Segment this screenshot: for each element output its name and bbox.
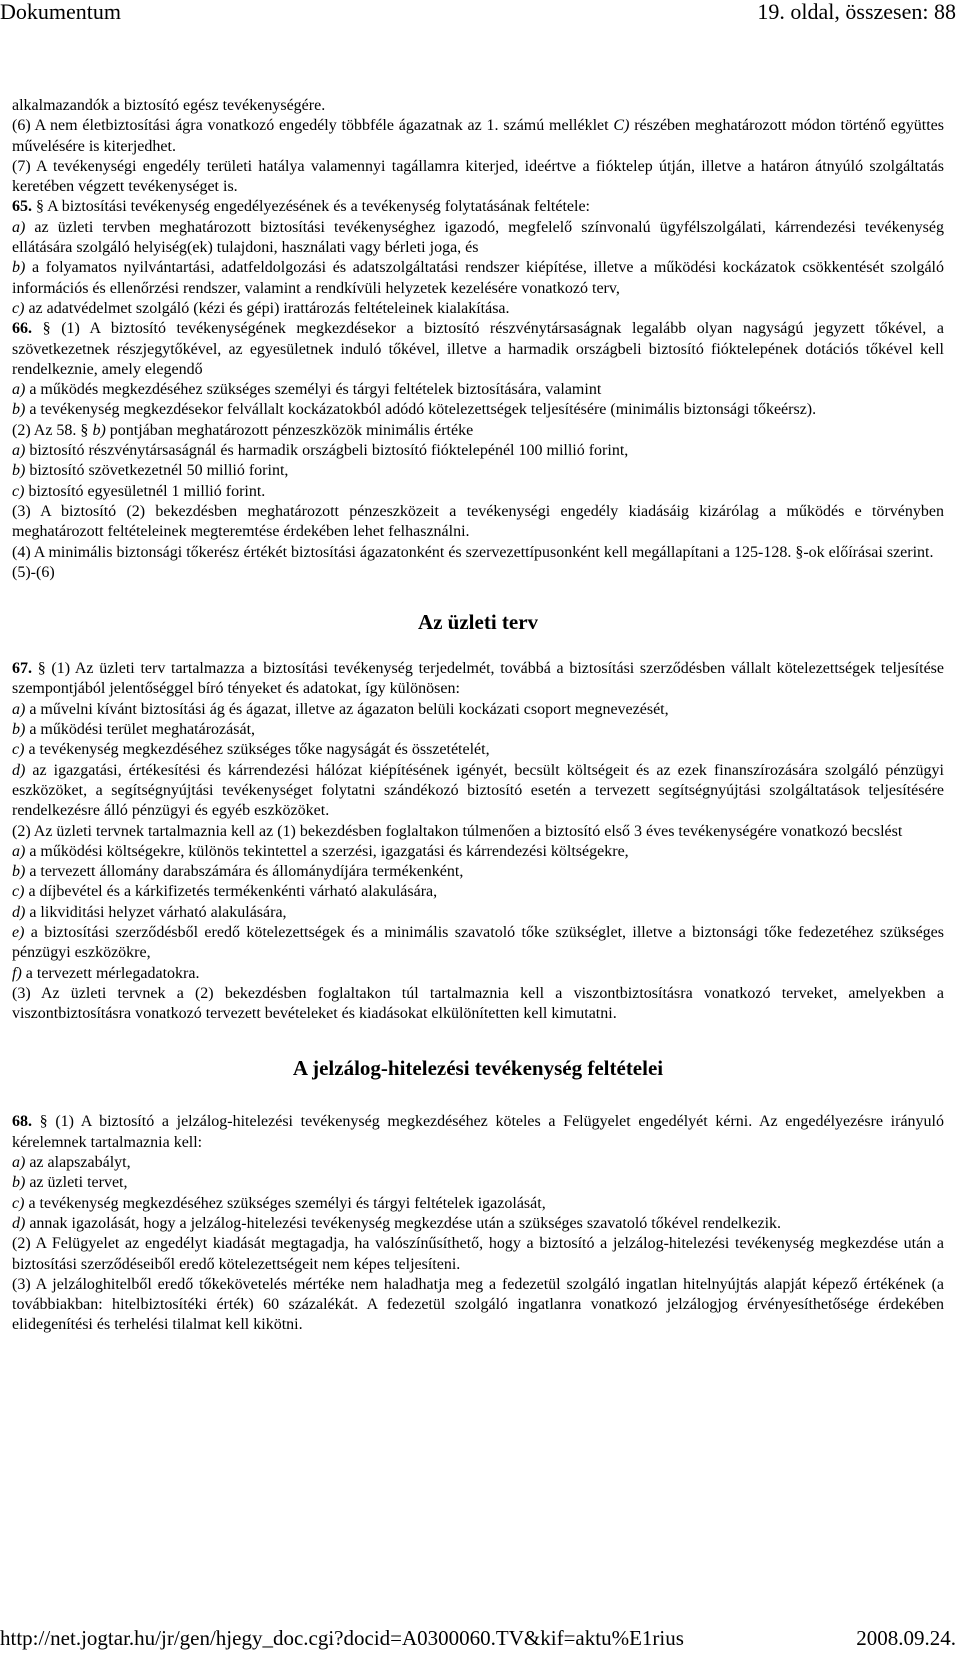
paragraph: (7) A tevékenységi engedély területi hatálya valamennyi tagállamra kiterjed, ideértve a fióktelep útján, illetve a határon átnyúló szolgáltatás keretében végzett tevékenységet is.	[12, 157, 944, 196]
section-65: 65. § A biztosítási tevékenység engedélyezésének és a tevékenység folytatásának feltétele:	[12, 198, 590, 216]
list-item: d) az igazgatási, értékesítési és kárrendezési hálózat kiépítésének igényét, becsült költségeit és az ezek finanszírozására szolgáló pénzügyi eszközöket, a segítségnyújtási tevékenységet folytatni szándékozó biztosító esetén a tervezett segítségnyújtási szolgáltatások teljesítésére rendelkezésre álló pénzügyi és egyéb eszközöket.	[12, 761, 944, 820]
section-67: 67. § (1) Az üzleti terv tartalmazza a biztosítási tevékenység terjedelmét, továbbá a biztosítási szerződésben vállalt kötelezettségek teljesítése szempontjából jelentőséggel bíró tényeket és adatokat, így különösen:	[12, 660, 944, 698]
page-header	[0, 0, 960, 28]
paragraph: alkalmazandók a biztosító egész tevékenységére.	[12, 97, 326, 114]
section-heading: A jelzálog-hitelezési tevékenység feltételei	[292, 1056, 664, 1081]
paragraph: (5)-(6)	[12, 563, 55, 581]
list-item: c) a tevékenység megkezdéséhez szükséges személyi és tárgyi feltételek igazolását,	[12, 1194, 546, 1212]
list-item: c) az adatvédelmet szolgáló (kézi és gépi) irattározás feltételeinek kialakítása.	[12, 299, 510, 317]
list-item: e) a biztosítási szerződésből eredő kötelezettségek és a minimális szavatoló tőke szükséglet, illetve a biztonsági tőke fedezetéhez szükséges pénzügyi eszközökre,	[12, 923, 944, 962]
section-heading: Az üzleti terv	[417, 610, 539, 635]
list-item: a) a művelni kívánt biztosítási ág és ágazat, illetve az ágazaton belüli kockázati csoport megnevezését,	[12, 700, 669, 718]
paragraph: (3) A jelzáloghitelből eredő tőkekövetelés mértéke nem haladhatja meg a fedezetül szolgáló ingatlan hitelnyújtás alapját képező értékének (a továbbiakban: hitelbiztosítéki érték) 60 százalékát. A fedezetül szolgáló ingatlanra vonatkozó jelzálogjog érvényesíthetősége érdekében elidegenítési és terhelési tilalmat kell kikötni.	[12, 1275, 944, 1334]
section-number: 65.	[12, 198, 32, 216]
list-item: b) a folyamatos nyilvántartási, adatfeldolgozási és adatszolgáltatási rendszer kiépítése, illetve a működési kockázatok csökkentését szolgáló információs és ellenőrzési rendszer, valamint a rendkívüli helyzetek kezelésére vonatkozó terv,	[12, 259, 944, 297]
list-item: c) a díjbevétel és a kárkifizetés termékenkénti várható alakulására,	[12, 883, 438, 901]
list-item: a) az üzleti tervben meghatározott biztosítási tevékenységhez igazodó, megfelelő színvonalú ügyfélszolgálati, kárrendezési tevékenység ellátására szolgáló helyiség(ek) tulajdoni, használati vagy bérleti joga, és	[12, 218, 944, 257]
list-item: b) a tervezett állomány darabszámára és állománydíjára termékenként,	[12, 863, 464, 881]
paragraph: (2) Az üzleti tervnek tartalmaznia kell az (1) bekezdésben foglaltakon túlmenően a biztosító első 3 éves tevékenységére vonatkozó becslést	[12, 822, 903, 840]
list-item: c) biztosító egyesületnél 1 millió forint.	[12, 482, 266, 500]
paragraph: (4) A minimális biztonsági tőkerész értékét biztosítási ágazatonként és szervezettípusonként kell megállapítani a 125-128. §-ok előírásai szerint.	[12, 543, 934, 561]
list-item: d) annak igazolását, hogy a jelzálog-hitelezési tevékenység megkezdése után a szükséges szavatoló tőkével rendelkezik.	[12, 1214, 782, 1232]
list-item: f) a tervezett mérlegadatokra.	[12, 964, 200, 982]
section-number: 68.	[12, 1113, 32, 1131]
page-footer	[0, 1626, 960, 1654]
section-68: 68. § (1) A biztosító a jelzálog-hitelezési tevékenység megkezdéséhez köteles a Felügyelet engedélyét kérni. Az engedélyezésre irányuló kérelemnek tartalmaznia kell:	[12, 1113, 944, 1151]
list-item: c) a tevékenység megkezdéséhez szükséges tőke nagyságát és összetételét,	[12, 741, 490, 759]
list-item: a) a működési költségekre, különös tekintettel a szerzési, igazgatási és kárrendezési költségekre,	[12, 842, 629, 860]
list-item: b) a tevékenység megkezdésekor felvállalt kockázatokból adódó kötelezettségek teljesítésére (minimális biztonsági tőkeérsz).	[12, 401, 817, 419]
paragraph: (6) A nem életbiztosítási ágra vonatkozó engedély többféle ágazatnak az 1. számú melléklet C) részében meghatározott módon történő együttes művelésére is kiterjedhet.	[12, 117, 944, 155]
list-item: a) biztosító részvénytársaságnál és harmadik országbeli biztosító fióktelepénél 100 millió forint,	[12, 442, 629, 460]
list-item: b) az üzleti tervet,	[12, 1174, 128, 1192]
paragraph: (3) A biztosító (2) bekezdésben meghatározott pénzeszközeit a tevékenységi engedély kiadásáig kizárólag a működés e törvényben meghatározott feltételeinek megteremtése érdekében lehet felhasználni.	[12, 502, 944, 541]
section-66: 66. § (1) A biztosító tevékenységének megkezdésekor a biztosító részvénytársaságnak legalább olyan nagyságú jegyzett tőkével, a szövetkezetnek részjegytőkével, az egyesületnek induló tőkével, illetve a harmadik országbeli biztosító fióktelepének dotációs tőkével kell rendelkeznie, amely elegendő	[12, 320, 944, 378]
document-title: Dokumentum	[0, 0, 121, 24]
print-date: 2008.09.24.	[856, 1626, 956, 1650]
list-item: b) biztosító szövetkezetnél 50 millió forint,	[12, 462, 289, 480]
paragraph: (2) Az 58. § b) pontjában meghatározott pénzeszközök minimális értéke	[12, 421, 474, 439]
source-url: http://net.jogtar.hu/jr/gen/hjegy_doc.cgi?docid=A0300060.TV&kif=aktu%E1rius	[0, 1626, 684, 1650]
section-number: 67.	[12, 660, 32, 678]
section-number: 66.	[12, 320, 32, 338]
list-item: a) a működés megkezdéséhez szükséges személyi és tárgyi feltételek biztosítására, valamint	[12, 381, 602, 399]
paragraph: (2) A Felügyelet az engedélyt kiadását megtagadja, ha valószínűsíthető, hogy a biztosító a jelzálog-hitelezési tevékenység megkezdése után a biztosítási szerződéseiből eredő kötelezettségeit nem képes teljesíteni.	[12, 1235, 944, 1273]
page-indicator: 19. oldal, összesen: 88	[757, 0, 956, 24]
document-body	[12, 96, 944, 1336]
list-item: d) a likviditási helyzet várható alakulására,	[12, 903, 287, 921]
list-item: b) a működési terület meghatározását,	[12, 721, 256, 739]
paragraph: (3) Az üzleti tervnek a (2) bekezdésben foglaltakon túl tartalmaznia kell a viszontbiztosításra vonatkozó terveket, amelyekben a viszontbiztosításra vonatkozó tervezett bevételeket és kiadásokat elkülönítetten kell kimutatni.	[12, 984, 944, 1023]
list-item: a) az alapszabályt,	[12, 1154, 131, 1172]
